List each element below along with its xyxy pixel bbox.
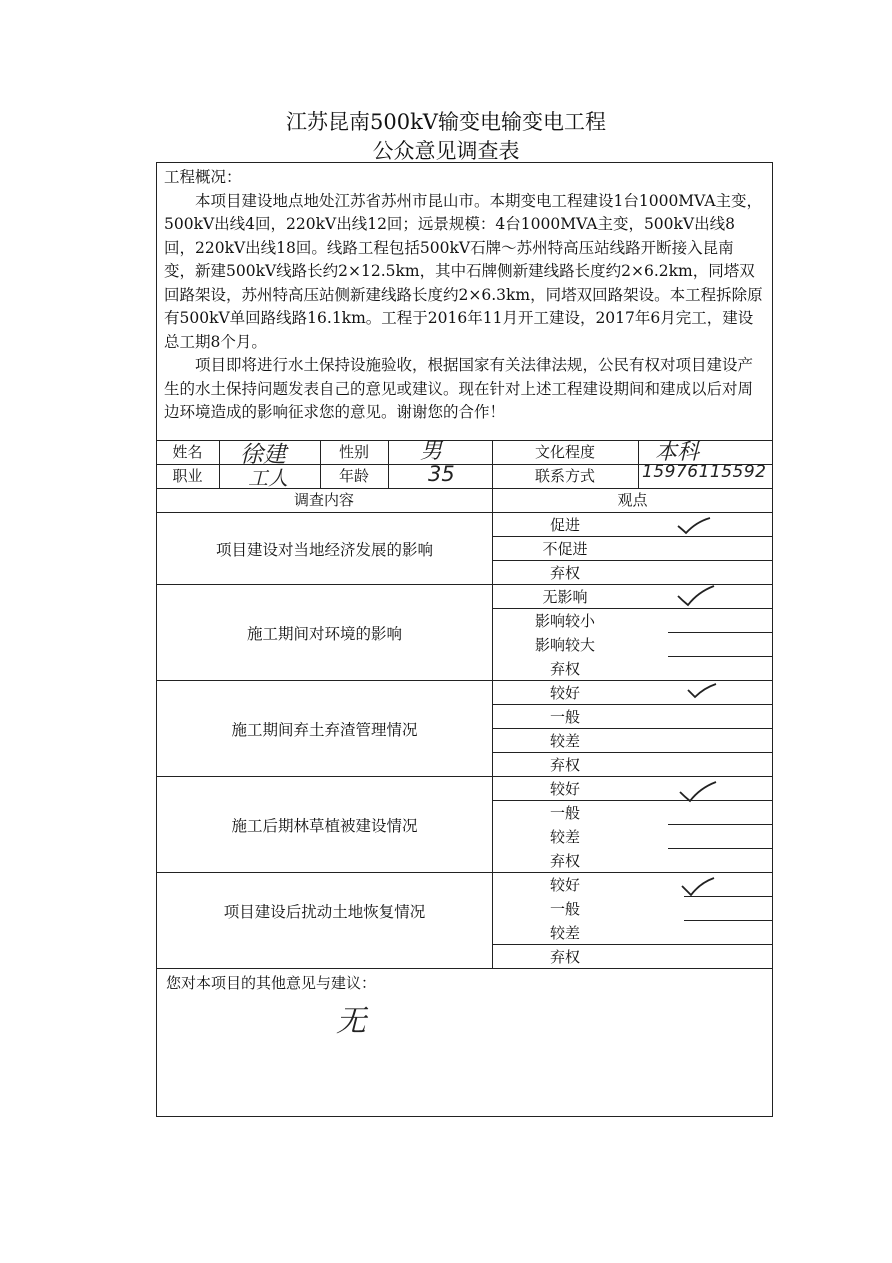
option-label: 弃权 xyxy=(549,756,580,774)
option-label: 不促进 xyxy=(542,540,588,558)
overview-paragraph-2: 项目即将进行水土保持设施验收，根据国家有关法律法规，公民有权对项目建设产生的水土保持问题发表自己的意见或建议。现在针对上述工程建设期间和建成以后对周边环境造成的影响征求您的意见。谢谢您的合作！ xyxy=(164,356,754,421)
option-label: 弃权 xyxy=(549,948,580,966)
content-header: 调查内容 xyxy=(293,491,354,509)
checkmark-icon xyxy=(686,682,718,700)
checkmark-icon xyxy=(678,780,718,804)
question-topic: 项目建设后扰动土地恢复情况 xyxy=(223,903,426,921)
opinion-header: 观点 xyxy=(617,491,648,509)
checkmark-icon xyxy=(680,876,716,898)
name-value: 徐建 xyxy=(240,442,286,468)
option-label: 弃权 xyxy=(549,564,580,582)
option-label: 一般 xyxy=(549,804,580,822)
checkmark-icon xyxy=(676,584,716,608)
name-label: 姓名 xyxy=(172,443,203,461)
option-label: 较差 xyxy=(549,828,580,846)
education-label: 文化程度 xyxy=(534,443,595,461)
education-value: 本科 xyxy=(655,440,700,465)
question-topic: 项目建设对当地经济发展的影响 xyxy=(215,541,433,559)
overview-paragraph-1: 本项目建设地点地处江苏省苏州市昆山市。本期变电工程建设1台1000MVA主变，500kV出线4回，220kV出线12回；远景规模：4台1000MVA主变，500kV出线8回，220kV出线18回。线路工程包括500kV石牌～苏州特高压站线路开断接入昆南变，新建500kV线路长约2×12.5km，其中石牌侧新建线路长度约2×6.2km，同塔双回路架设，苏州特高压站侧新建线路长度约2×6.3km，同塔双回路架设。本工程拆除原有500kV单回路线路16.1km。工程于2016年11月开工建设，2017年6月完工，建设总工期8个月。 xyxy=(164,191,763,351)
option-label: 影响较小 xyxy=(534,612,595,630)
option-label: 一般 xyxy=(549,708,580,726)
remarks-value: 无 xyxy=(336,1004,366,1039)
gender-value: 男 xyxy=(420,439,443,464)
age-value: 35 xyxy=(428,462,455,486)
document-title: 江苏昆南500kV输变电输变电工程 xyxy=(286,110,606,134)
gender-label: 性别 xyxy=(338,443,369,461)
option-label: 影响较大 xyxy=(534,636,595,654)
project-overview xyxy=(164,166,764,425)
option-label: 较好 xyxy=(549,684,580,702)
question-topic: 施工期间弃土弃渣管理情况 xyxy=(231,721,418,739)
option-label: 一般 xyxy=(549,900,580,918)
document-subtitle: 公众意见调查表 xyxy=(372,139,520,163)
job-value: 工人 xyxy=(248,466,288,490)
option-label: 较差 xyxy=(549,924,580,942)
option-label: 较好 xyxy=(549,780,580,798)
option-label: 促进 xyxy=(549,516,580,534)
overview-heading: 工程概况： xyxy=(164,168,242,186)
age-label: 年龄 xyxy=(338,467,369,485)
job-label: 职业 xyxy=(172,467,203,485)
option-label: 弃权 xyxy=(549,660,580,678)
contact-value: 15976115592 xyxy=(642,462,767,482)
checkmark-icon xyxy=(676,516,712,536)
contact-label: 联系方式 xyxy=(534,467,595,485)
question-topic: 施工期间对环境的影响 xyxy=(246,625,402,643)
option-label: 较好 xyxy=(549,876,580,894)
remarks-label: 您对本项目的其他意见与建议： xyxy=(166,974,377,992)
question-topic: 施工后期林草植被建设情况 xyxy=(231,817,418,835)
option-label: 弃权 xyxy=(549,852,580,870)
option-label: 无影响 xyxy=(542,588,588,606)
option-label: 较差 xyxy=(549,732,580,750)
